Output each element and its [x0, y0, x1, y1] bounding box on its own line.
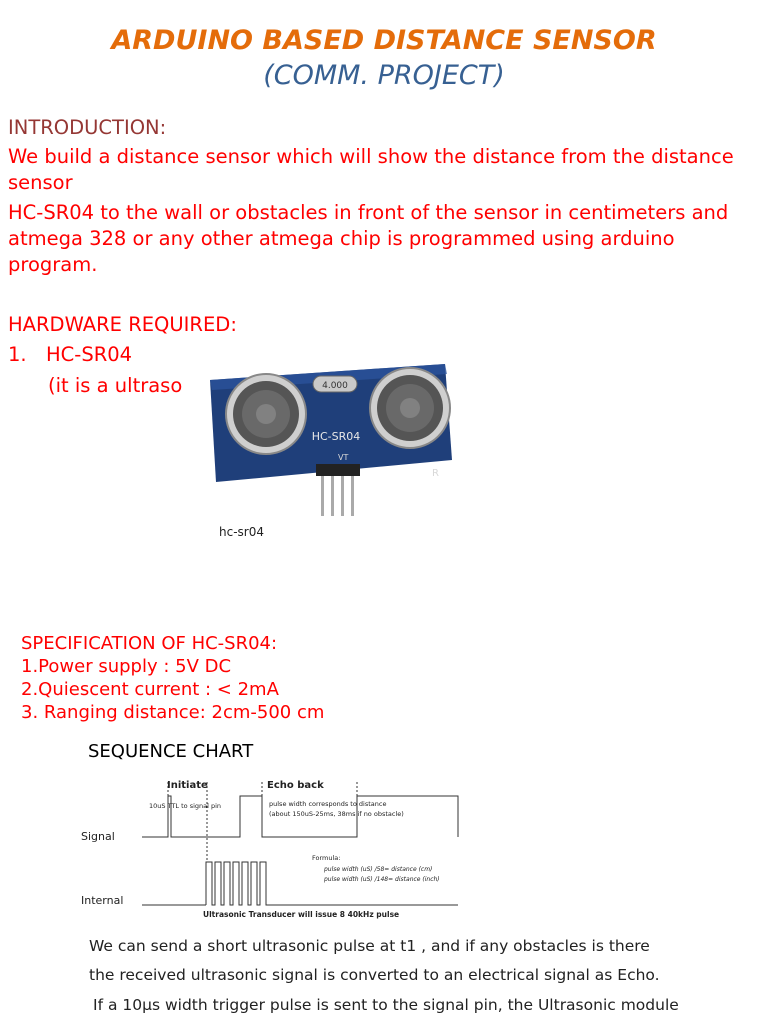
svg-text:pulse width (uS) /58= distance: pulse width (uS) /58= distance (cm)	[324, 866, 433, 873]
svg-text:Formula:: Formula:	[312, 854, 341, 862]
svg-text:pulse width (uS) /148= distanc: pulse width (uS) /148= distance (inch)	[324, 876, 440, 883]
svg-text:(about 150uS-25ms, 38ms if no: (about 150uS-25ms, 38ms if no obstacle)	[269, 810, 404, 818]
svg-text:10uS TTL to signal pin: 10uS TTL to signal pin	[149, 802, 222, 810]
introduction-heading: INTRODUCTION:	[8, 116, 167, 139]
internal-axis-label: Internal	[81, 894, 124, 907]
sequence-chart-label: SEQUENCE CHART	[88, 741, 254, 762]
document-subtitle: (COMM. PROJECT)	[263, 60, 505, 91]
specification-item: 2.Quiescent current : < 2mA	[21, 679, 279, 700]
svg-text:4.000: 4.000	[322, 381, 348, 391]
specification-heading: SPECIFICATION OF HC-SR04:	[21, 633, 278, 654]
specification-item: 3. Ranging distance: 2cm-500 cm	[21, 702, 325, 723]
header-pins	[316, 464, 360, 516]
hc-sr04-sensor-image	[200, 352, 460, 542]
svg-text:VT: VT	[338, 453, 349, 462]
hardware-heading: HARDWARE REQUIRED:	[8, 313, 237, 336]
svg-text:Ultrasonic Transducer will iss: Ultrasonic Transducer will issue 8 40kHz pulse	[203, 910, 400, 919]
right-transducer	[370, 368, 450, 448]
body-paragraph-line: We can send a short ultrasonic pulse at t1 , and if any obstacles is there	[89, 937, 650, 955]
svg-text:R: R	[432, 468, 439, 479]
document-title: ARDUINO BASED DISTANCE SENSOR	[111, 25, 657, 56]
hardware-item-name: HC-SR04	[46, 343, 133, 366]
introduction-paragraph-2: HC-SR04 to the wall or obstacles in front of the sensor in centimeters and atmega 328 or any other atmega chip is programmed using arduino program.	[8, 201, 729, 276]
svg-text:Initiate: Initiate	[167, 780, 208, 791]
hardware-item-number: 1.	[8, 343, 27, 366]
board-label: HC-SR04	[311, 430, 361, 443]
hardware-item-note: (it is a ultraso	[48, 374, 183, 397]
burst-pulses	[206, 862, 268, 905]
introduction-paragraph-1: We build a distance sensor which will show the distance from the distance sensor	[8, 145, 734, 194]
svg-text:pulse width corresponds to dis: pulse width corresponds to distance	[269, 800, 387, 808]
body-paragraph-line: If a 10μs width trigger pulse is sent to the signal pin, the Ultrasonic module	[93, 996, 679, 1014]
signal-axis-label: Signal	[81, 830, 115, 843]
hardware-list-item	[8, 343, 132, 366]
sequence-timing-diagram	[72, 768, 472, 926]
specification-block	[21, 632, 324, 724]
specification-item: 1.Power supply : 5V DC	[21, 656, 232, 677]
svg-text:Echo back: Echo back	[267, 780, 324, 791]
body-paragraph-line: the received ultrasonic signal is converted to an electrical signal as Echo.	[89, 966, 660, 984]
sensor-image-caption: hc-sr04	[219, 525, 264, 539]
left-transducer	[226, 374, 306, 454]
